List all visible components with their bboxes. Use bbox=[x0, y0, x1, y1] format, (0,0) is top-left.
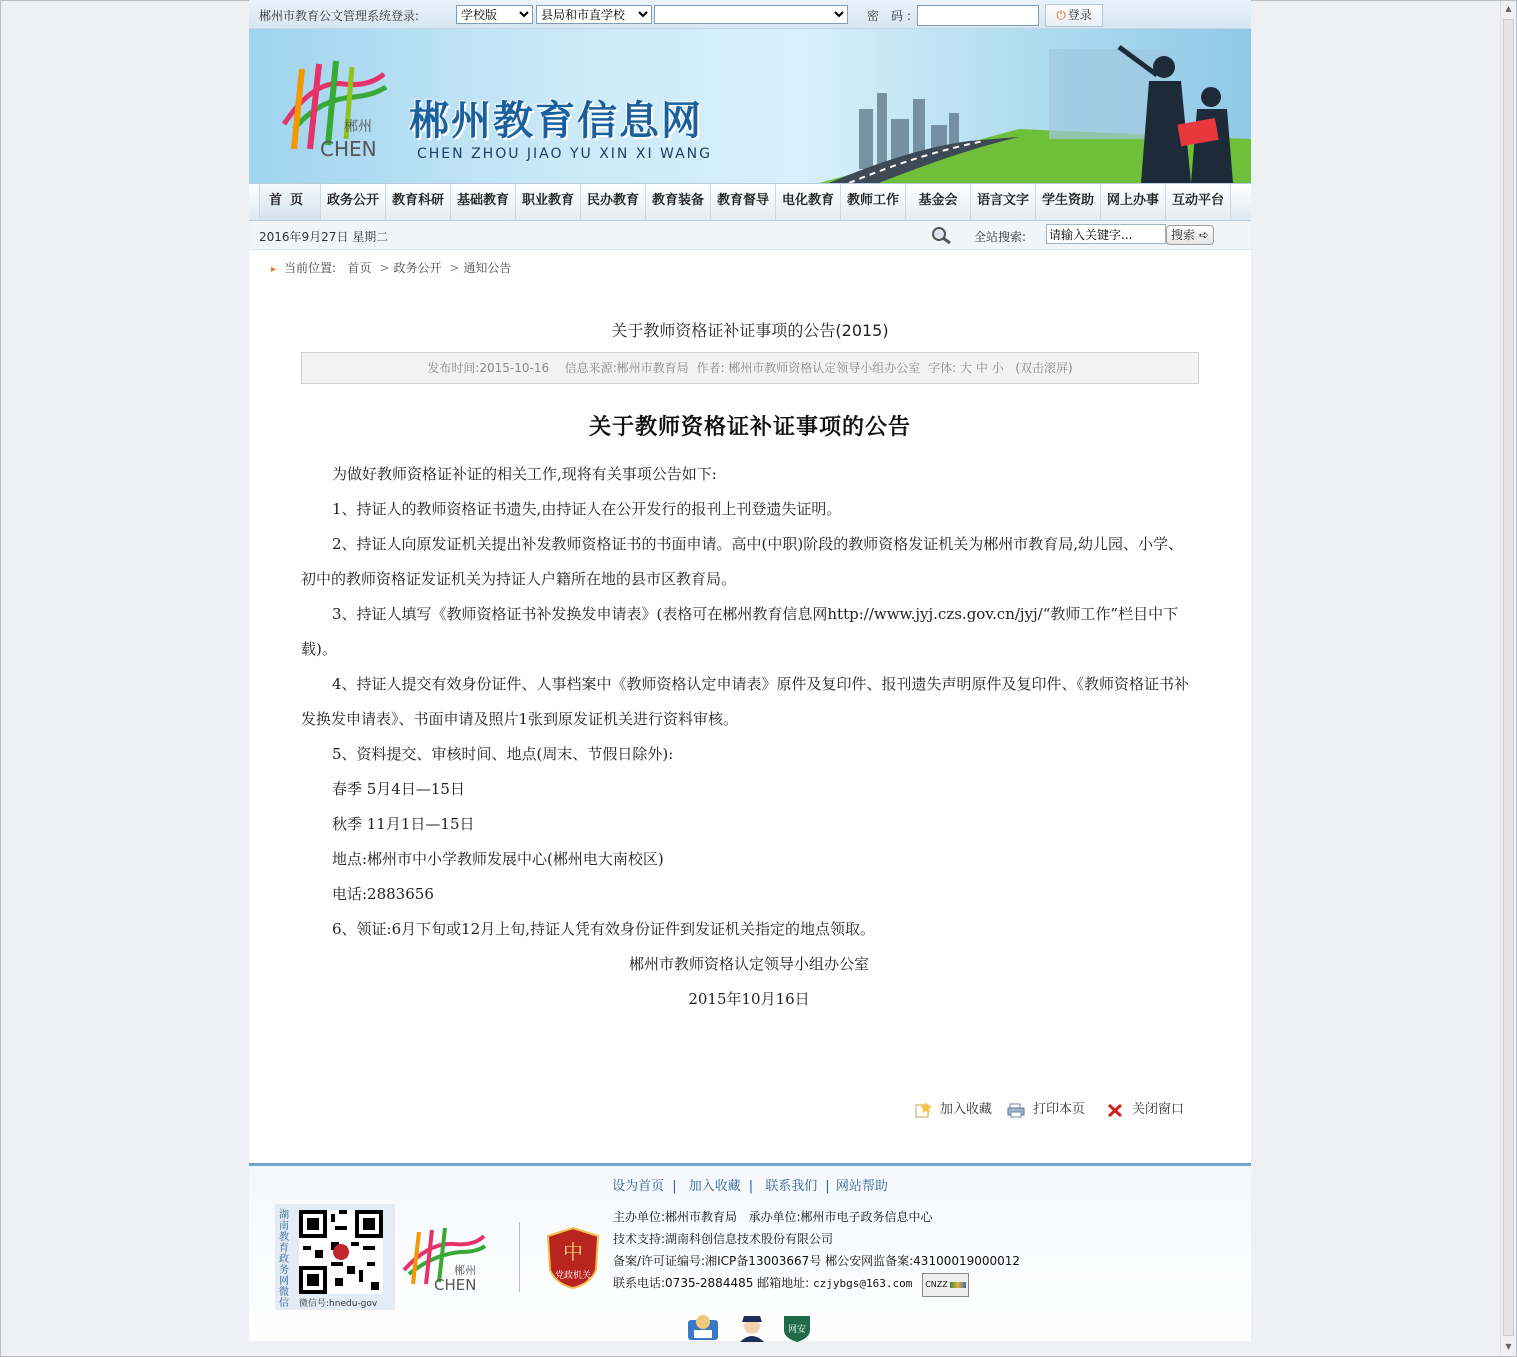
unit-select[interactable] bbox=[536, 5, 652, 24]
paragraph: 电话:2883656 bbox=[332, 885, 434, 903]
current-date: 2016年9月27日 星期二 bbox=[259, 230, 389, 244]
site-footer bbox=[249, 1163, 1251, 1341]
bullet-arrow-icon: ▸ bbox=[271, 264, 277, 275]
footer-link-favorite[interactable]: 加入收藏 bbox=[688, 1179, 741, 1194]
nav-item-zizhu[interactable]: 学生资助 bbox=[1036, 184, 1101, 220]
nav-item-hudong[interactable]: 互动平台 bbox=[1166, 184, 1231, 220]
site-logo[interactable] bbox=[274, 49, 394, 159]
paragraph: 5、资料提交、审核时间、地点(周末、节假日除外): bbox=[332, 745, 674, 763]
footer-info bbox=[613, 1206, 1020, 1297]
chevron-right-icon: > bbox=[379, 261, 390, 275]
favorite-icon bbox=[914, 1102, 932, 1118]
school-select[interactable] bbox=[654, 5, 848, 24]
password-input[interactable] bbox=[917, 5, 1039, 26]
footer-contact-line bbox=[613, 1272, 1020, 1297]
logo-text: 郴州 bbox=[344, 119, 372, 135]
breadcrumb bbox=[271, 259, 511, 276]
nav-item-yuyan[interactable]: 语言文字 bbox=[971, 184, 1036, 220]
breadcrumb-home[interactable]: 首页 bbox=[347, 261, 372, 275]
cnzz-label: CNZZ bbox=[925, 1280, 948, 1289]
search-button-label: 搜索 bbox=[1171, 228, 1196, 242]
chevron-right-icon: > bbox=[449, 261, 460, 275]
footer-logo bbox=[399, 1222, 489, 1292]
add-favorite-link[interactable] bbox=[914, 1098, 992, 1118]
edition-select[interactable] bbox=[456, 5, 533, 24]
article-heading: 关于教师资格证补证事项的公告 bbox=[588, 415, 911, 440]
nav-item-minban[interactable]: 民办教育 bbox=[581, 184, 646, 220]
breadcrumb-label: 当前位置: bbox=[284, 261, 337, 275]
info-source: 信息来源:郴州市教育局 bbox=[564, 361, 689, 375]
search-label: 全站搜索: bbox=[974, 230, 1027, 244]
nav-item-banshi[interactable]: 网上办事 bbox=[1101, 184, 1166, 220]
contact-email[interactable]: czjybgs@163.com bbox=[813, 1277, 913, 1290]
nav-item-zhuangbei[interactable]: 教育装备 bbox=[646, 184, 711, 220]
qr-vertical-text: 湖南教育政务网微信 bbox=[279, 1210, 289, 1309]
paragraph: 秋季 11月1日—15日 bbox=[332, 815, 475, 833]
close-icon bbox=[1106, 1102, 1124, 1118]
paragraph: 为做好教师资格证补证的相关工作,现将有关事项公告如下: bbox=[332, 465, 717, 483]
organizer-unit: 承办单位:郴州市电子政务信息中心 bbox=[748, 1210, 933, 1224]
gov-badge-icon[interactable] bbox=[546, 1226, 600, 1290]
badge-text: 党政机关 bbox=[554, 1271, 592, 1281]
footer-host-line bbox=[613, 1206, 1020, 1228]
site-subtitle: CHEN ZHOU JIAO YU XIN XI WANG bbox=[417, 146, 713, 162]
contact-phone: 联系电话:0735-2884485 邮箱地址: bbox=[613, 1276, 810, 1290]
search-icon bbox=[929, 225, 953, 245]
login-label: 郴州市教育公文管理系统登录: bbox=[259, 9, 420, 23]
paragraph: 2、持证人向原发证机关提出补发教师资格证书的书面申请。高中(中职)阶段的教师资格发证机关为郴州市教育局,幼儿园、小学、初中的教师资格证发证机关为持证人户籍所在地的县市区教育局。 bbox=[301, 535, 1184, 588]
scroll-up-icon[interactable]: ▲ bbox=[1505, 4, 1512, 13]
paragraph: 春季 5月4日—15日 bbox=[332, 780, 465, 798]
nav-item-jiaoshi[interactable]: 教师工作 bbox=[841, 184, 906, 220]
login-button-label: 登录 bbox=[1067, 8, 1092, 22]
icp-record[interactable]: 备案/许可证编号:湘ICP备13003667号 郴公安网监备案:43100019000012 bbox=[613, 1254, 1021, 1268]
nav-item-dianhua[interactable]: 电化教育 bbox=[776, 184, 841, 220]
paragraph: 地点:郴州市中小学教师发展中心(郴州电大南校区) bbox=[332, 850, 664, 868]
police-icons[interactable] bbox=[686, 1312, 816, 1342]
search-button[interactable] bbox=[1166, 225, 1214, 245]
footer-logo-text: 郴州 bbox=[454, 1264, 476, 1277]
power-icon: ⏻ bbox=[1056, 8, 1066, 22]
nav-item-jichu[interactable]: 基础教育 bbox=[451, 184, 516, 220]
nav-item-dudao[interactable]: 教育督导 bbox=[711, 184, 776, 220]
font-size-switch[interactable]: 字体: 大 中 小 bbox=[928, 361, 1004, 375]
footer-links: 设为首页 | 加入收藏 | 联系我们 | 网站帮助 bbox=[612, 1179, 888, 1194]
police-badge-text: 网安 bbox=[787, 1325, 807, 1335]
footer-logo-subtext: CHEN bbox=[434, 1276, 477, 1292]
site-title: 郴州教育信息网 bbox=[409, 98, 703, 144]
article-body bbox=[301, 457, 1197, 1017]
logo-subtext: CHEN bbox=[320, 137, 377, 159]
paragraph: 4、持证人提交有效身份证件、人事档案中《教师资格认定申请表》原件及复印件、报刊遗失声明原件及复印件、《教师资格证书补发换发申请表》、书面申请及照片1张到原发证机关进行资料审核。 bbox=[301, 675, 1190, 728]
nav-item-jijinhui[interactable]: 基金会 bbox=[906, 184, 971, 220]
main-nav bbox=[249, 183, 1251, 221]
author: 作者: 郴州市教师资格认定领导小组办公室 bbox=[696, 361, 921, 375]
footer-link-homepage[interactable]: 设为首页 bbox=[612, 1179, 665, 1194]
article-title: 关于教师资格证补证事项的公告(2015) bbox=[611, 321, 889, 340]
print-label: 打印本页 bbox=[1033, 1102, 1086, 1117]
search-input[interactable] bbox=[1046, 224, 1166, 244]
nav-item-zhengwu[interactable]: 政务公开 bbox=[321, 184, 386, 220]
login-button[interactable] bbox=[1045, 4, 1103, 27]
qr-code bbox=[299, 1210, 383, 1294]
nav-item-keyan[interactable]: 教育科研 bbox=[386, 184, 451, 220]
svg-text:中: 中 bbox=[563, 1240, 583, 1264]
favorite-label: 加入收藏 bbox=[940, 1102, 993, 1117]
print-link[interactable] bbox=[1007, 1098, 1085, 1118]
signature-date: 2015年10月16日 bbox=[688, 990, 810, 1008]
footer-link-contact[interactable]: 联系我们 bbox=[765, 1179, 818, 1194]
footer-divider bbox=[519, 1222, 520, 1292]
paragraph: 1、持证人的教师资格证书遗失,由持证人在公开发行的报刊上刊登遗失证明。 bbox=[332, 500, 842, 518]
wechat-qr-block bbox=[275, 1204, 395, 1310]
nav-item-zhiye[interactable]: 职业教育 bbox=[516, 184, 581, 220]
arrow-right-icon: ➪ bbox=[1198, 228, 1209, 242]
host-unit: 主办单位:郴州市教育局 bbox=[613, 1210, 738, 1224]
publish-date: 发布时间:2015-10-16 bbox=[427, 361, 550, 375]
printer-icon bbox=[1007, 1102, 1025, 1118]
breadcrumb-zhengwu[interactable]: 政务公开 bbox=[393, 261, 442, 275]
banner-illustration bbox=[819, 29, 1251, 183]
page-container bbox=[249, 0, 1251, 1338]
cnzz-badge[interactable] bbox=[922, 1273, 969, 1297]
close-label: 关闭窗口 bbox=[1132, 1102, 1185, 1117]
article-meta bbox=[301, 352, 1199, 384]
date-search-bar bbox=[249, 221, 1251, 250]
scroll-hint: (双击滚屏) bbox=[1015, 361, 1073, 375]
signature-org: 郴州市教师资格认定领导小组办公室 bbox=[628, 955, 869, 973]
footer-link-help[interactable]: 网站帮助 bbox=[835, 1179, 888, 1194]
close-window-link[interactable] bbox=[1106, 1098, 1184, 1118]
qr-note: 微信号:hnedu-gov bbox=[299, 1299, 378, 1309]
breadcrumb-notice[interactable]: 通知公告 bbox=[463, 261, 512, 275]
password-label: 密 码: bbox=[867, 9, 915, 23]
site-banner bbox=[249, 29, 1251, 183]
paragraph: 3、持证人填写《教师资格证书补发换发申请表》(表格可在郴州教育信息网http://www.jyj.czs.gov.cn/jyj/“教师工作”栏目中下载)。 bbox=[301, 605, 1179, 658]
tech-support: 技术支持:湖南科创信息技术股份有限公司 bbox=[613, 1232, 834, 1246]
login-bar bbox=[249, 0, 1251, 29]
nav-home[interactable]: 首页 bbox=[259, 184, 321, 220]
scroll-down-icon[interactable]: ▼ bbox=[1505, 1342, 1512, 1351]
vertical-scrollbar[interactable] bbox=[1500, 1, 1516, 1354]
scrollbar-thumb[interactable] bbox=[1503, 19, 1514, 1336]
paragraph: 6、领证:6月下旬或12月上旬,持证人凭有效身份证件到发证机关指定的地点领取。 bbox=[332, 920, 875, 938]
